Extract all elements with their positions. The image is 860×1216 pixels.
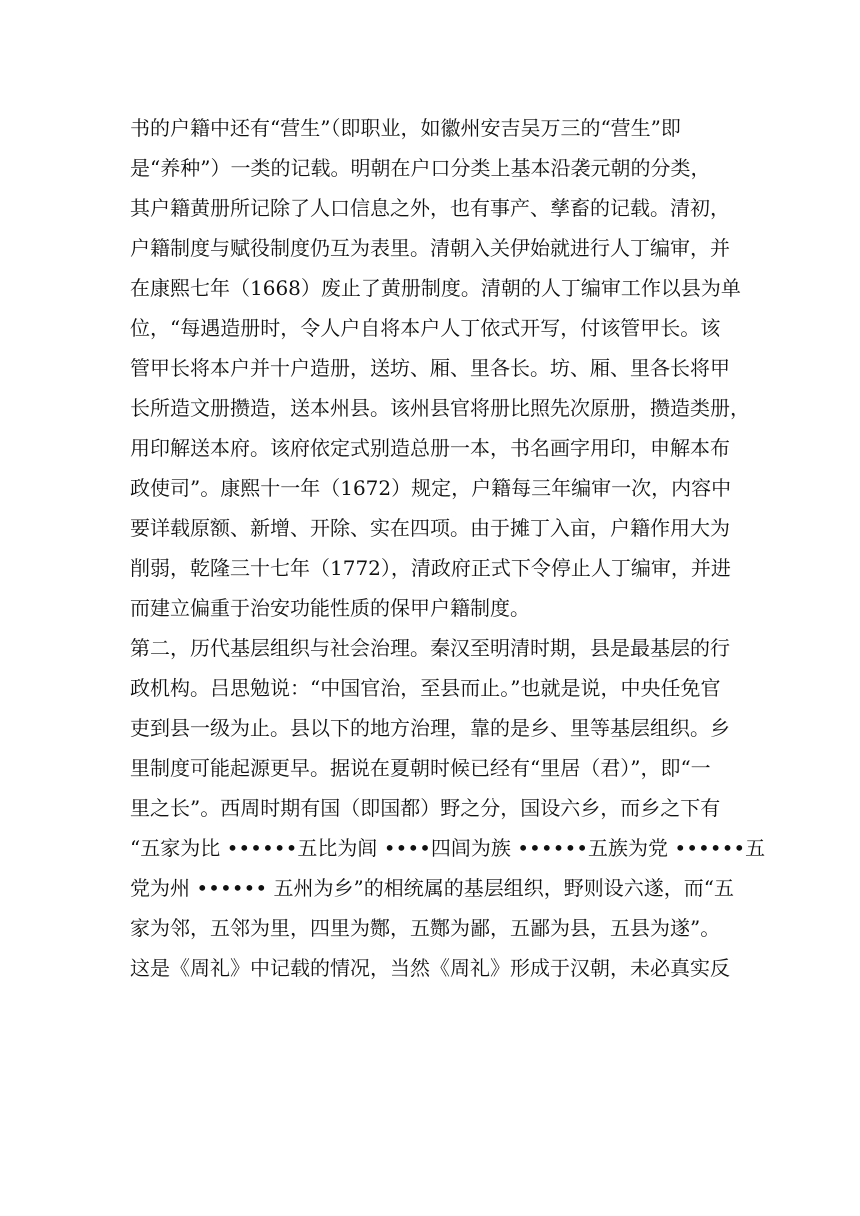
text-line: 家为邻，五邻为里，四里为酂，五酂为鄙，五鄙为县，五县为遂”。 (130, 916, 721, 940)
text-line: 用印解送本府。该府依定式别造总册一本，书名画字用印，申解本布 (130, 436, 730, 460)
text-line: 党为州 •••••• 五州为乡”的相统属的基层组织，野则设六遂，而“五 (130, 876, 734, 900)
text-line: 长所造文册攒造，送本州县。该州县官将册比照先次原册，攒造类册， (130, 396, 750, 420)
text-line: 里制度可能起源更早。据说在夏朝时候已经有“里居（君）”，即“一 (130, 756, 711, 780)
text-line: 在康熙七年（1668）废止了黄册制度。清朝的人丁编审工作以县为单 (130, 276, 741, 300)
text-line: 要详载原额、新增、开除、实在四项。由于摊丁入亩，户籍作用大为 (130, 516, 730, 540)
text-line: 管甲长将本户并十户造册，送坊、厢、里各长。坊、厢、里各长将甲 (130, 356, 730, 380)
text-line: “五家为比 ••••••五比为闾 ••••四闾为族 ••••••五族为党 ••••••五 (130, 836, 766, 860)
text-line: 户籍制度与赋役制度仍互为表里。清朝入关伊始就进行人丁编审，并 (130, 236, 730, 260)
text-line: 是“养种”）一类的记载。明朝在户口分类上基本沿袭元朝的分类， (130, 156, 711, 180)
text-line: 削弱，乾隆三十七年（1772），清政府正式下令停止人丁编审，并进 (130, 556, 731, 580)
text-line: 书的户籍中还有“营生”（即职业，如徽州安吉吴万三的“营生”即 (130, 116, 681, 140)
text-line: 第二，历代基层组织与社会治理。秦汉至明清时期，县是最基层的行 (130, 636, 730, 660)
text-line: 位，“每遇造册时，令人户自将本户人丁依式开写，付该管甲长。该 (130, 316, 721, 340)
text-line: 政机构。吕思勉说：“中国官治，至县而止。”也就是说，中央任免官 (130, 676, 721, 700)
text-line: 政使司”。康熙十一年（1672）规定，户籍每三年编审一次，内容中 (130, 476, 732, 500)
text-line: 其户籍黄册所记除了人口信息之外，也有事产、孳畜的记载。清初， (130, 196, 730, 220)
text-line: 这是《周礼》中记载的情况，当然《周礼》形成于汉朝，未必真实反 (130, 956, 730, 980)
text-line: 吏到县一级为止。县以下的地方治理，靠的是乡、里等基层组织。乡 (130, 716, 730, 740)
text-line: 里之长”。西周时期有国（即国都）野之分，国设六乡，而乡之下有 (130, 796, 721, 820)
text-line: 而建立偏重于治安功能性质的保甲户籍制度。 (130, 596, 530, 620)
